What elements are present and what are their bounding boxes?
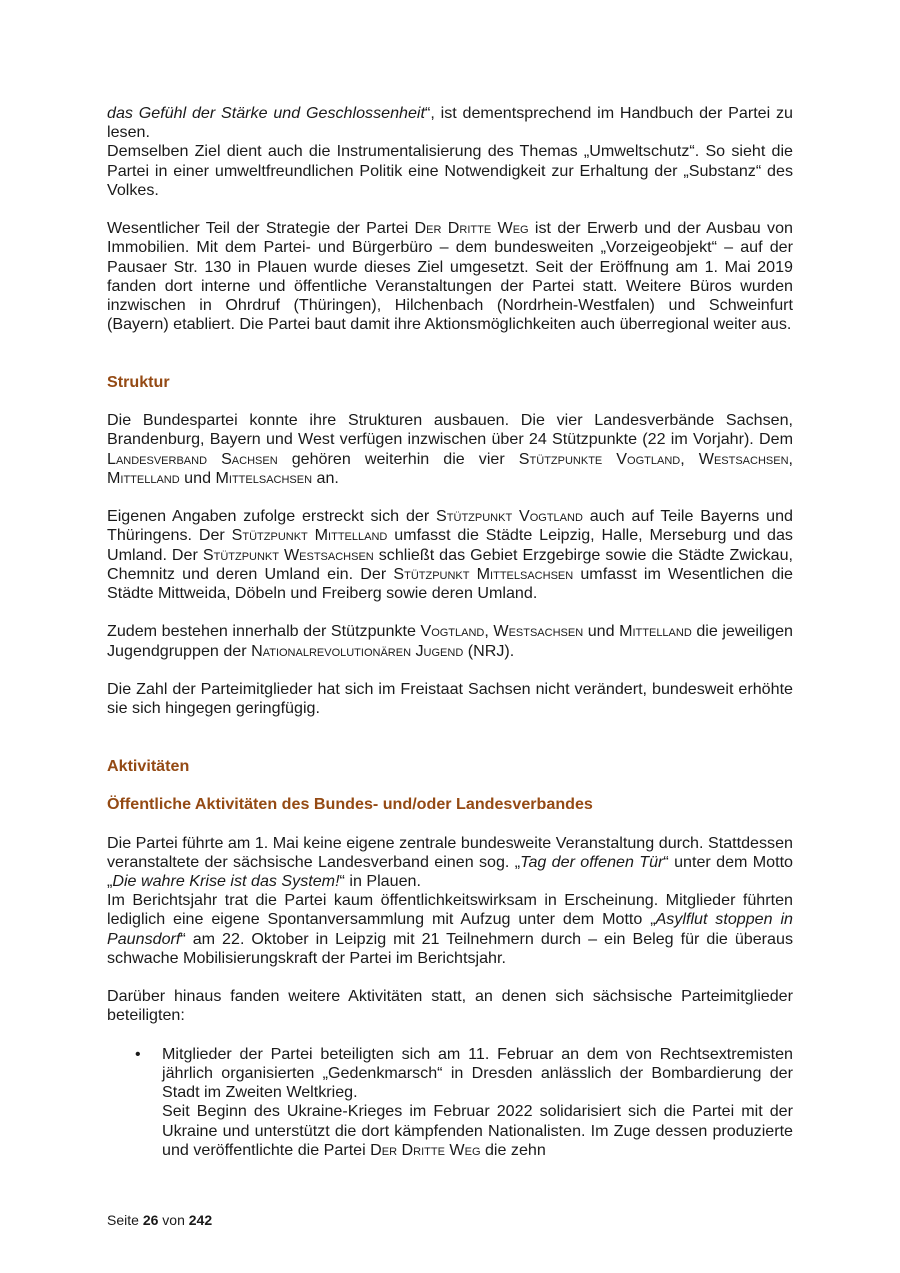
paragraph [107,411,793,488]
list-item-text: Mitglieder der Partei beteiligten sich am 11. Februar an dem von Rechtsextremisten jährlich organisierten „Gedenkmarsch“ in Dresden anlässlich der Bombardierung der Stadt im Zweiten Weltkrieg. [162,1044,793,1102]
org-name: Westsachsen [698,449,789,468]
text: die zehn [480,1140,546,1159]
org-name: Mittelland [107,468,180,487]
org-name: Stützpunkt Mittelsachsen [393,564,574,583]
footer-text: von [158,1212,189,1228]
paragraph [107,507,793,603]
party-name: Der Dritte Weg [370,1140,481,1159]
party-name: Der Dritte Weg [414,219,529,238]
subsection-heading-oeffentlich: Öffentliche Aktivitäten des Bundes- und/oder Landesverbandes [107,795,593,814]
list-item [107,1045,793,1160]
org-name: Nationalrevolutionären Jugend [251,641,464,660]
text: an. [312,468,339,487]
page-number: 26 [142,1212,159,1228]
section-heading-struktur: Struktur [107,372,170,391]
text: ist der Erwerb und der Ausbau von Immobilien. Mit dem Partei- und Bürgerbüro – dem bundesweiten „Vorzeigeobjekt“ – auf der Pausaer Str. 130 in Plauen wurde dieses Ziel umgesetzt. Seit der Eröffnung am 1. Mai 2019 fanden dort interne und öffentliche Veranstaltungen der Partei statt. Weitere Büros wurden inzwischen in Ohrdruf (Thüringen), Hilchenbach (Nordrhein-Westfalen) und Schweinfurt (Bayern) etabliert. Die Partei baut damit ihre Aktionsmöglichkeiten auch überregional weiter aus. [107,219,793,334]
paragraph [107,891,793,968]
text: , [680,449,699,468]
org-name: Stützpunkt Vogtland [436,507,583,526]
text: umfasst im Wesentlichen die Städte Mittweida, Döbeln und Freiberg sowie deren Umland. [107,564,793,602]
text: Wesentlicher Teil der Strategie der Partei [107,219,415,238]
paragraph [107,219,793,334]
list-item-text [162,1102,793,1160]
paragraph: Darüber hinaus fanden weitere Aktivitäten statt, an denen sich sächsische Parteimitglieder beteiligten: [107,987,793,1025]
text: “ in Plauen. [339,871,421,890]
italic-quote: das Gefühl der Stärke und Geschlossenheit [107,104,425,122]
text: Im Berichtsjahr trat die Partei kaum öffentlichkeitswirksam in Erscheinung. Mitglieder führten lediglich eine eigene Spontanversammlung mit Aufzug unter dem Motto „ [107,891,793,929]
text: Die Partei führte am 1. Mai keine eigene zentrale bundesweite Veranstaltung durch. Stattdessen veranstaltete der sächsische Landesverband einen sog. „ [107,833,793,871]
text: schließt das Gebiet Erzgebirge sowie die Städte Zwickau, Chemnitz und deren Umland ein. Der [107,545,793,583]
org-name: Westsachsen [493,622,584,641]
footer-text: Seite [107,1212,143,1228]
page-footer [107,1212,212,1228]
org-name: Mittelsachsen [215,468,313,487]
text: , [484,622,494,641]
org-name: Stützpunkt Mittelland [231,526,388,545]
paragraph [107,622,793,660]
italic-quote: Asylflut stoppen in Paunsdorf [107,910,793,948]
text: und [583,622,620,641]
bullet-list [107,1045,793,1160]
page-content [107,104,793,1160]
paragraph: Demselben Ziel dient auch die Instrumentalisierung des Themas „Umweltschutz“. So sieht die Partei in einer umweltfreundlichen Politik eine Notwendigkeit zur Erhaltung der „Substanz“ des Volkes. [107,142,793,199]
paragraph [107,834,793,892]
section-heading-aktivitaeten: Aktivitäten [107,756,190,775]
org-name: Mittelland [619,622,692,641]
italic-quote: Die wahre Krise ist das System! [112,871,340,890]
bullet-icon: • [135,1045,141,1063]
text: Eigenen Angaben zufolge erstreckt sich der [107,507,437,526]
text: Die Bundespartei konnte ihre Strukturen ausbauen. Die vier Landesverbände Sachsen, Brandenburg, Bayern und West verfügen inzwischen über 24 Stützpunkte (22 im Vorjahr). Dem [107,411,793,449]
text: umfasst die Städte Leipzig, Halle, Merseburg und das Umland. Der [107,526,793,564]
text: , [788,449,793,468]
text: “, ist dementsprechend im Handbuch der Partei zu lesen. [107,104,793,142]
text: Seit Beginn des Ukraine-Krieges im Februar 2022 solidarisiert sich die Partei mit der Ukraine und unterstützt die dort kämpfenden Nationalisten. Im Zuge dessen produzierte und veröffentlichte die Partei [162,1102,793,1159]
text: auch auf Teile Bayerns und Thüringens. Der [107,507,794,545]
text: Zudem bestehen innerhalb der Stützpunkte [107,622,421,641]
org-name: Landesverband Sachsen [107,449,278,468]
text: “ am 22. Oktober in Leipzig mit 21 Teilnehmern durch – ein Beleg für die überaus schwache Mobilisierungskraft der Partei im Berichtsjahr. [107,929,793,967]
org-name: Stützpunkt Westsachsen [202,545,374,564]
org-name: Stützpunkte Vogtland [518,449,681,468]
paragraph [107,104,793,142]
text: “ unter dem Motto „ [107,852,793,890]
org-name: Vogtland [420,622,485,641]
italic-quote: Tag der offenen Tür [520,852,664,871]
text: und [179,468,216,487]
text: gehören weiterhin die vier [277,449,519,468]
text: (NRJ). [463,641,515,660]
text: die jeweiligen Jugendgruppen der [107,622,793,660]
paragraph: Die Zahl der Parteimitglieder hat sich im Freistaat Sachsen nicht verändert, bundesweit erhöhte sie sich hingegen geringfügig. [107,679,793,718]
page-total: 242 [188,1212,213,1228]
